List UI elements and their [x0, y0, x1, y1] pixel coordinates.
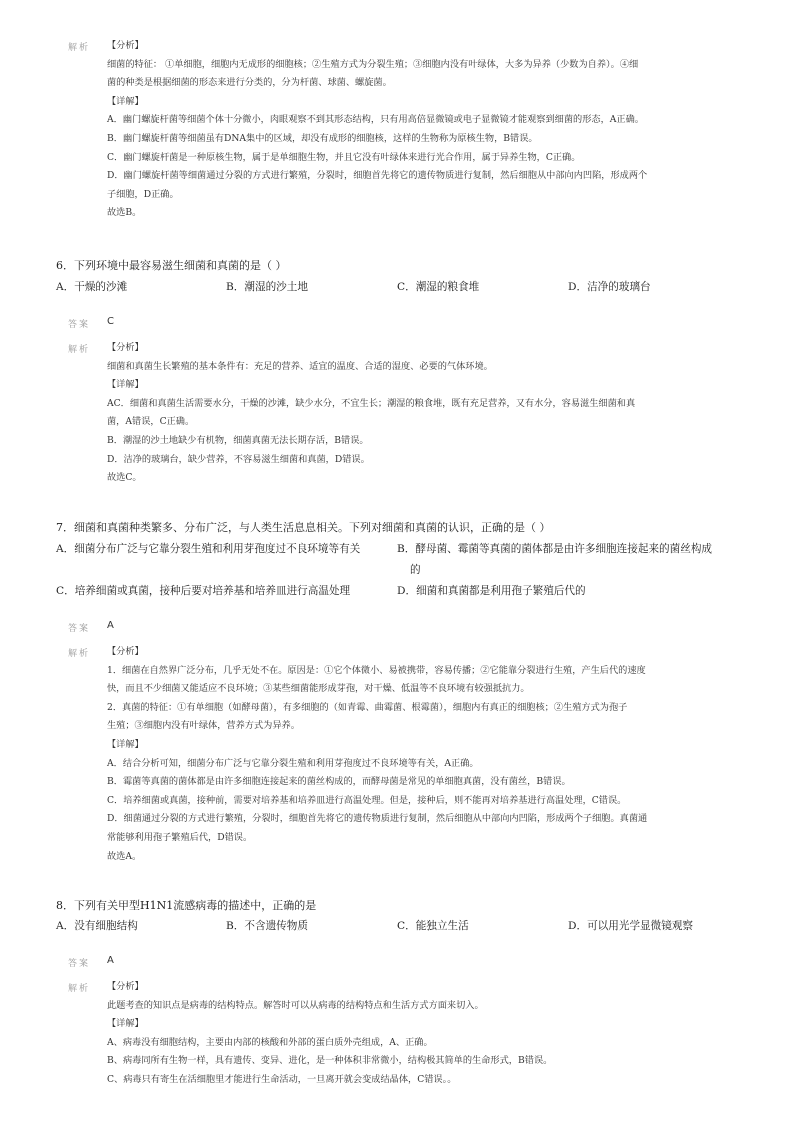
answer-value: C [107, 316, 114, 327]
analysis-line: 细菌的特征： ①单细胞，细胞内无成形的细胞核；②生殖方式为分裂生殖；③细胞内没有叶绿体，大多为异养（少数为自养）。④细 [107, 58, 639, 70]
option-d: D．细菌和真菌都是利用孢子繁殖后代的 [397, 585, 586, 597]
analysis-line: D．细菌通过分裂的方式进行繁殖，分裂时，细胞首先将它的遗传物质进行复制，然后细胞从中部向内凹陷，形成两个子细胞。真菌通 [107, 813, 648, 825]
analysis-label: 解析 [68, 345, 91, 355]
analysis-line: 子细胞，D正确。 [107, 188, 179, 200]
option-a: A．干燥的沙滩 [56, 281, 128, 293]
analysis-line: 常能够利用孢子繁殖后代，D错误。 [107, 831, 253, 843]
analysis-line: C、病毒只有寄生在活细胞里才能进行生命活动，一旦离开就会变成结晶体，C错误。。 [107, 1073, 457, 1085]
question-title: 8．下列有关甲型H1N1流感病毒的描述中，正确的是 [56, 899, 317, 912]
analysis-line: 菌的种类是根据细菌的形态来进行分类的，分为杆菌、球菌、螺旋菌。 [107, 77, 392, 89]
option-c: C．能独立生活 [397, 920, 469, 932]
analysis-line: 【分析】 [107, 981, 144, 992]
option-b: B．酵母菌、霉菌等真菌的菌体都是由许多细胞连接起来的菌丝构成 [397, 543, 713, 555]
answer-label: 答案 [68, 320, 91, 330]
analysis-label: 解析 [68, 43, 91, 53]
question-title: 7．细菌和真菌种类繁多、分布广泛，与人类生活息息相关。下列对细菌和真菌的认识，正确的是（ ） [56, 521, 551, 534]
analysis-line: 【详解】 [107, 95, 144, 107]
analysis-line: 【分析】 [107, 40, 144, 51]
analysis-line: C．幽门螺旋杆菌是一种原核生物，属于是单细胞生物，并且它没有叶绿体来进行光合作用，属于异养生物，C正确。 [107, 151, 581, 163]
analysis-label: 解析 [68, 984, 91, 994]
analysis-label: 解析 [68, 649, 91, 659]
answer-value: A [107, 620, 114, 631]
analysis-line: 【详解】 [107, 379, 144, 391]
option-b-continued: 的 [410, 564, 421, 576]
analysis-line: 生殖；③细胞内没有叶绿体，营养方式为异养。 [107, 720, 300, 732]
analysis-line: 细菌和真菌生长繁殖的基本条件有：充足的营养、适宜的温度、合适的湿度、必要的气体环境。 [107, 360, 493, 372]
analysis-line: 此题考查的知识点是病毒的结构特点。解答时可以从病毒的结构特点和生活方式方面来切入。 [107, 999, 484, 1011]
analysis-line: C．培养细菌或真菌，接种前，需要对培养基和培养皿进行高温处理。但是，接种后，则不能再对培养基进行高温处理，C错误。 [107, 794, 627, 806]
answer-value: A [107, 955, 114, 966]
analysis-line: 【分析】 [107, 646, 144, 657]
analysis-text [107, 339, 727, 488]
analysis-line: 2．真菌的特征：①有单细胞（如酵母菌），有多细胞的（如青霉、曲霉菌、根霉菌），细胞内有真正的细胞核；②生殖方式为孢子 [107, 701, 628, 713]
analysis-line: 【详解】 [107, 1018, 144, 1030]
option-b: B．潮湿的沙土地 [226, 281, 308, 293]
analysis-line: 【详解】 [107, 738, 144, 750]
analysis-line: 故选B。 [107, 207, 142, 219]
option-c: C．潮湿的粮食堆 [397, 281, 480, 293]
option-d: D．洁净的玻璃台 [568, 281, 651, 293]
analysis-line: A．幽门螺旋杆菌等细菌个体十分微小，肉眼观察不到其形态结构，只有用高倍显微镜或电子显微镜才能观察到细菌的形态，A正确。 [107, 114, 644, 126]
analysis-line: AC．细菌和真菌生活需要水分，干燥的沙滩，缺少水分，不宜生长；潮湿的粮食堆，既有充足营养，又有水分，容易滋生细菌和真 [107, 397, 636, 409]
analysis-text [107, 978, 727, 1090]
analysis-line: B．幽门螺旋杆菌等细菌虽有DNA集中的区域，却没有成形的细胞核，这样的生物称为原核生物，B错误。 [107, 132, 538, 144]
analysis-line: 【分析】 [107, 342, 144, 353]
answer-label: 答案 [68, 624, 91, 634]
option-c: C．培养细菌或真菌，接种后要对培养基和培养皿进行高温处理 [56, 585, 351, 597]
analysis-line: 1．细菌在自然界广泛分布，几乎无处不在。原因是：①它个体微小、易被携带，容易传播；②它能靠分裂进行生殖，产生后代的速度 [107, 664, 646, 676]
analysis-line: A、病毒没有细胞结构，主要由内部的核酸和外部的蛋白质外壳组成，A、正确。 [107, 1036, 433, 1048]
option-a: A．没有细胞结构 [56, 920, 138, 932]
analysis-line: 菌，A错误，C正确。 [107, 416, 195, 428]
analysis-line: A．结合分析可知，细菌分布广泛与它靠分裂生殖和利用芽孢度过不良环境等有关，A正确。 [107, 757, 479, 769]
question-title: 6．下列环境中最容易滋生细菌和真菌的是（ ） [56, 259, 287, 272]
analysis-line: D．幽门螺旋杆菌等细菌通过分裂的方式进行繁殖，分裂时，细胞首先将它的遗传物质进行复制，然后细胞从中部向内凹陷，形成两个 [107, 170, 648, 182]
analysis-line: B．霉菌等真菌的菌体都是由许多细胞连接起来的菌丝构成的，而酵母菌是常见的单细胞真菌，没有菌丝，B错误。 [107, 776, 571, 788]
analysis-line: 故选A。 [107, 850, 142, 862]
option-b: B．不含遗传物质 [226, 920, 308, 932]
analysis-line: B、病毒同所有生物一样，具有遗传、变异、进化，是一种体积非常微小，结构极其简单的生命形式，B错误。 [107, 1055, 553, 1067]
answer-label: 答案 [68, 959, 91, 969]
analysis-line: 故选C。 [107, 472, 142, 484]
analysis-text [107, 643, 727, 866]
option-d: D．可以用光学显微镜观察 [568, 920, 694, 932]
option-a: A．细菌分布广泛与它靠分裂生殖和利用芽孢度过不良环境等有关 [56, 543, 361, 555]
analysis-text [107, 37, 727, 223]
analysis-line: B．潮湿的沙土地缺少有机物，细菌真菌无法长期存活，B错误。 [107, 434, 369, 446]
analysis-line: 快，而且不少细菌又能适应不良环境；③某些细菌能形成芽孢，对干燥、低温等不良环境有较强抵抗力。 [107, 683, 530, 695]
analysis-line: D．洁净的玻璃台，缺少营养，不容易滋生细菌和真菌，D错误。 [107, 453, 370, 465]
